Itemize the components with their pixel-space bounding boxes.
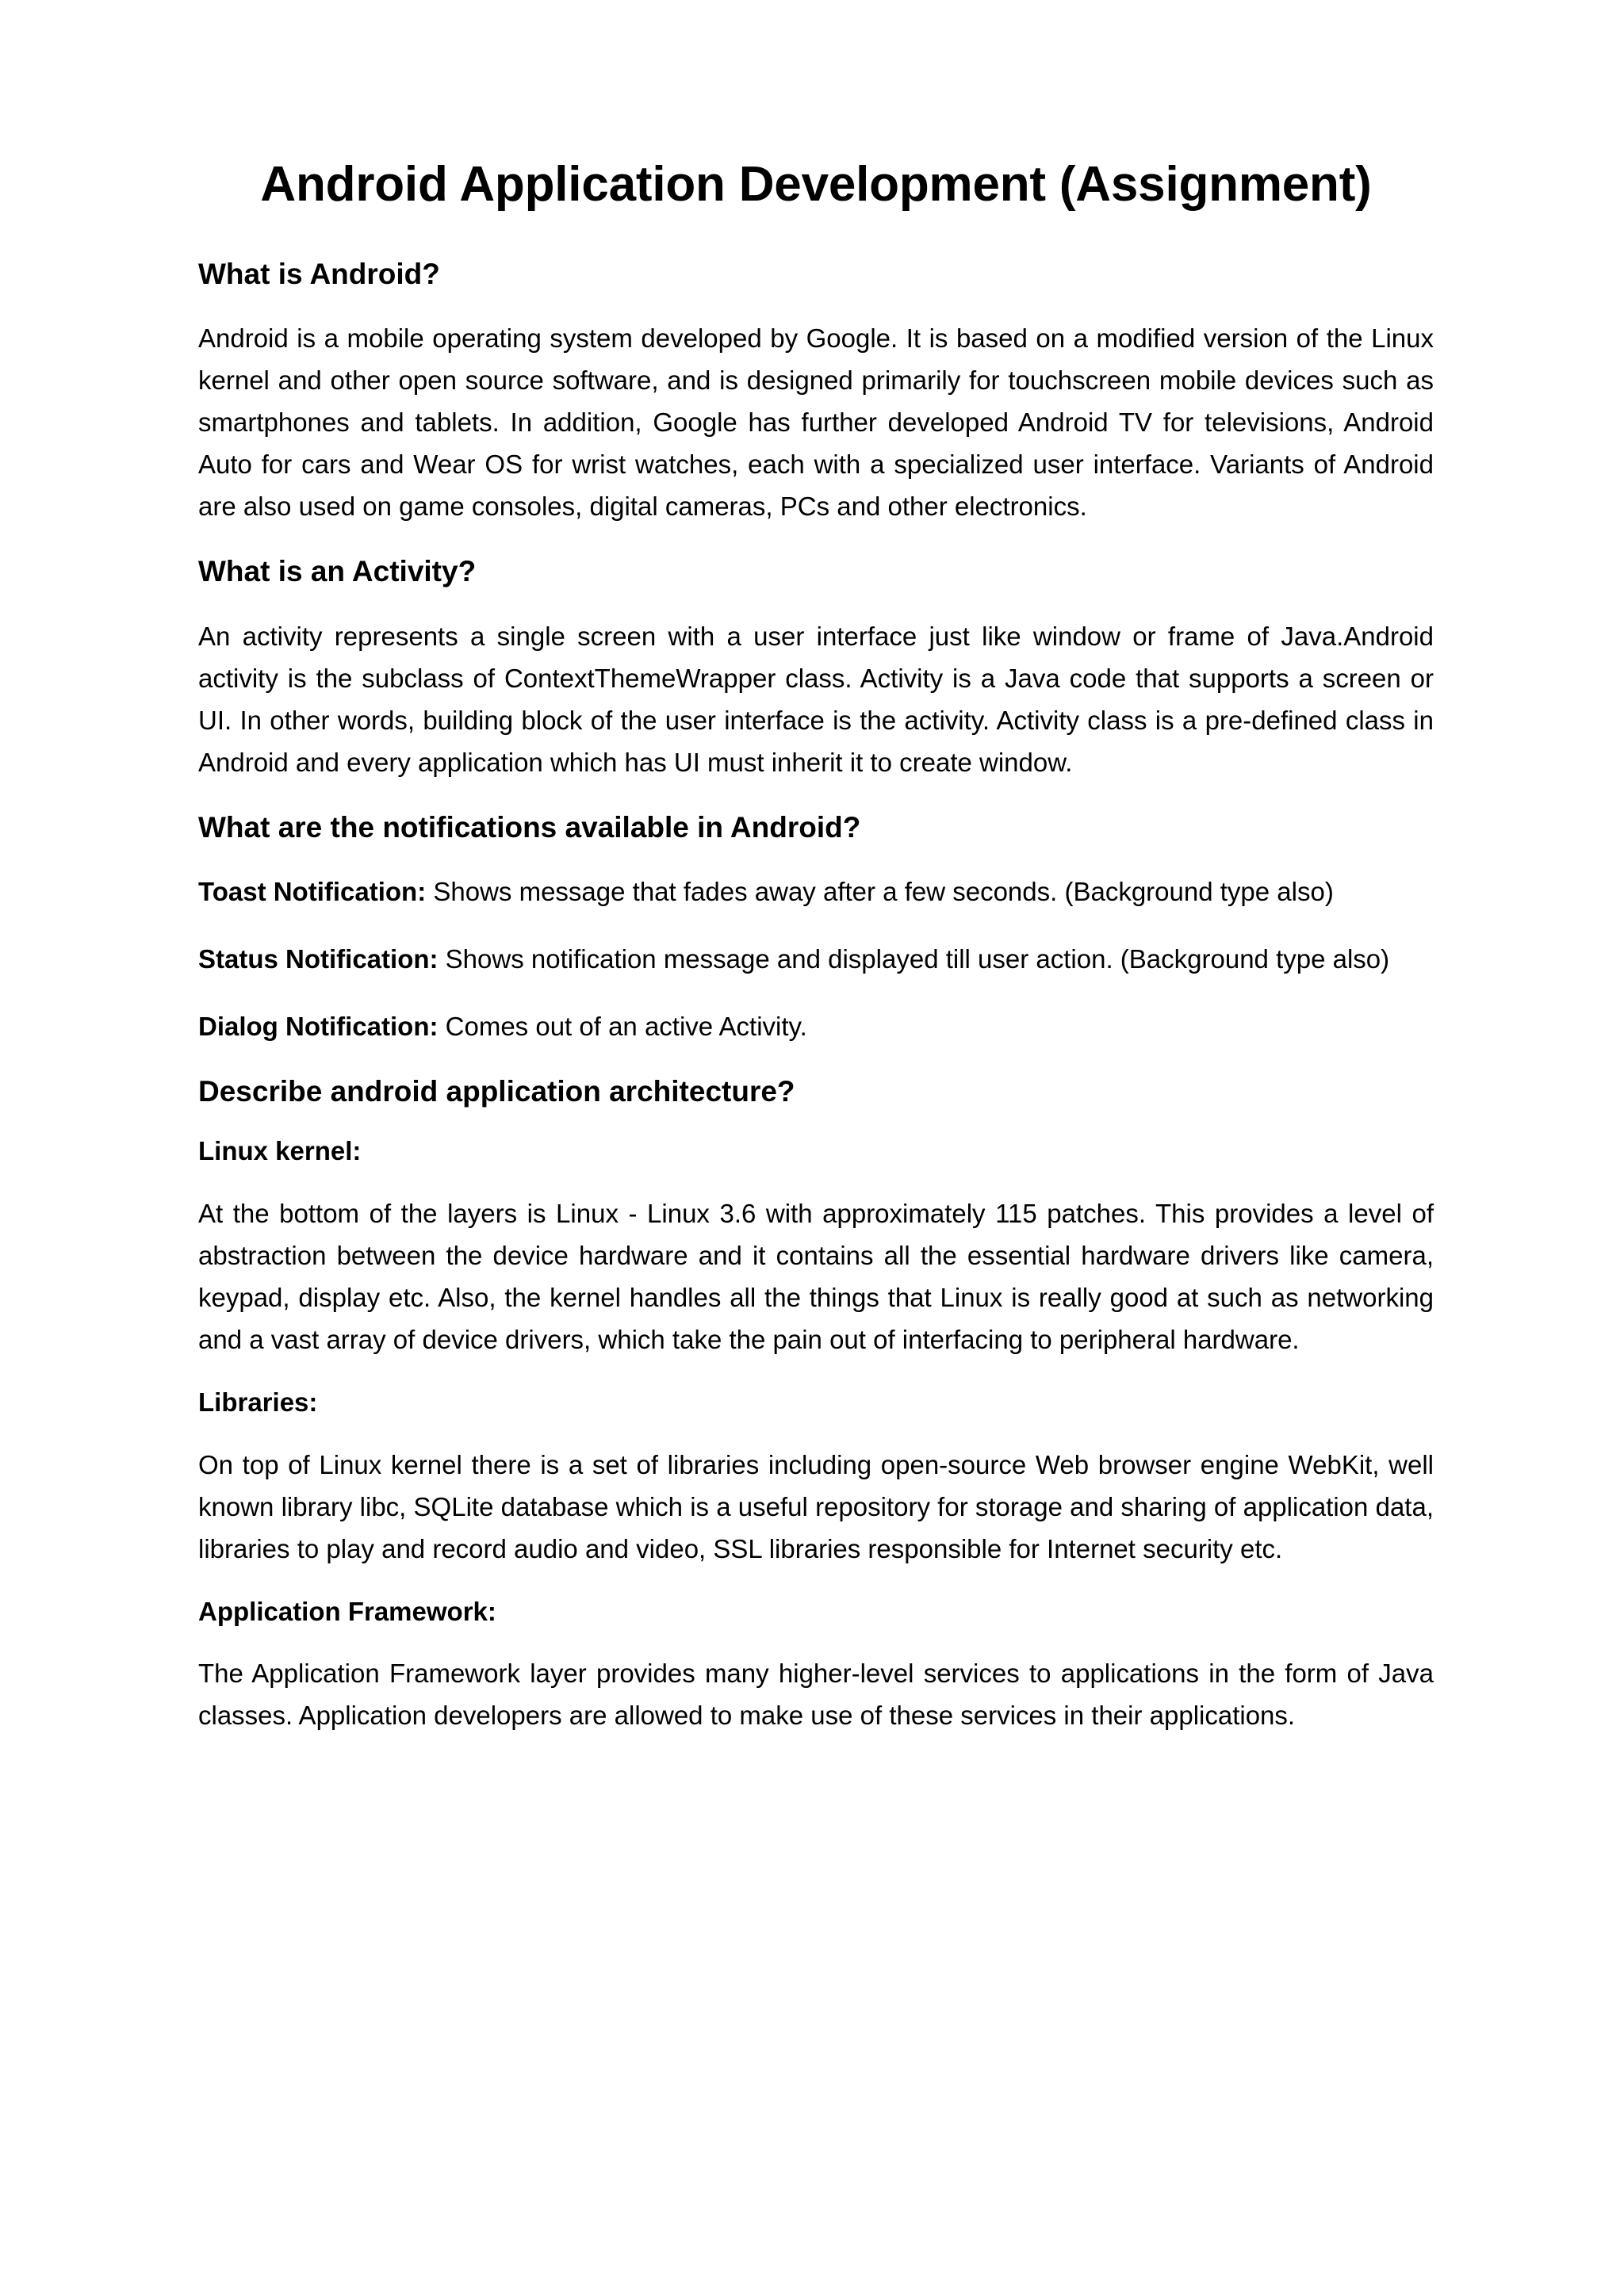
section-heading-architecture: Describe android application architecture?: [198, 1074, 795, 1108]
notification-item-toast: [198, 871, 1434, 913]
section-heading-what-is-android: What is Android?: [198, 258, 440, 291]
notification-text-toast: Shows message that fades away after a few seconds. (Background type also): [426, 876, 1334, 906]
notification-text-status: Shows notification message and displayed till user action. (Background type also): [438, 943, 1390, 974]
document-title: Android Application Development (Assignment): [260, 157, 1372, 212]
subheading-libraries: Libraries:: [198, 1387, 318, 1417]
paragraph-what-is-activity: An activity represents a single screen with a user interface just like window or frame of Java.Android activity is the subclass of ContextThemeWrapper class. Activity is a Java code that supports a screen or UI. In other words, building block of the user interface is the activity. Activity class is a pre-defined class in Android and every application which has UI must inherit it to create window.: [198, 621, 1434, 777]
subheading-application-framework: Application Framework:: [198, 1596, 496, 1626]
section-notifications: [198, 809, 1434, 1047]
notification-item-dialog: [198, 1005, 1434, 1047]
section-heading-what-is-activity: What is an Activity?: [198, 555, 477, 588]
notification-item-status: [198, 938, 1434, 980]
subheading-linux-kernel: Linux kernel:: [198, 1135, 362, 1165]
notification-term-toast: Toast Notification:: [198, 876, 427, 906]
notification-term-status: Status Notification:: [198, 943, 439, 974]
section-what-is-activity: [198, 553, 1434, 783]
section-heading-notifications: What are the notifications available in Android?: [198, 810, 861, 844]
section-what-is-android: [198, 255, 1434, 527]
section-architecture: [198, 1073, 1434, 1737]
notification-text-dialog: Comes out of an active Activity.: [438, 1011, 807, 1041]
paragraph-what-is-android: Android is a mobile operating system developed by Google. It is based on a modified version of the Linux kernel and other open source software, and is designed primarily for touchscreen mobile devices such as smartphones and tablets. In addition, Google has further developed Android TV for televisions, Android Auto for cars and Wear OS for wrist watches, each with a specialized user interface. Variants of Android are also used on game consoles, digital cameras, PCs and other electronics.: [198, 323, 1434, 522]
paragraph-application-framework: The Application Framework layer provides many higher-level services to applications in the form of Java classes. Application developers are allowed to make use of these services in their applications.: [198, 1659, 1434, 1731]
paragraph-linux-kernel: At the bottom of the layers is Linux - Linux 3.6 with approximately 115 patches. This provides a level of abstraction between the device hardware and it contains all the essential hardware drivers like camera, keypad, display etc. Also, the kernel handles all the things that Linux is really good at such as networking and a vast array of device drivers, which take the pain out of interfacing to peripheral hardware.: [198, 1198, 1434, 1354]
notification-term-dialog: Dialog Notification:: [198, 1011, 439, 1041]
paragraph-libraries: On top of Linux kernel there is a set of libraries including open-source Web browser engine WebKit, well known library libc, SQLite database which is a useful repository for storage and sharing of application data, libraries to play and record audio and video, SSL libraries responsible for Internet security etc.: [198, 1449, 1434, 1563]
